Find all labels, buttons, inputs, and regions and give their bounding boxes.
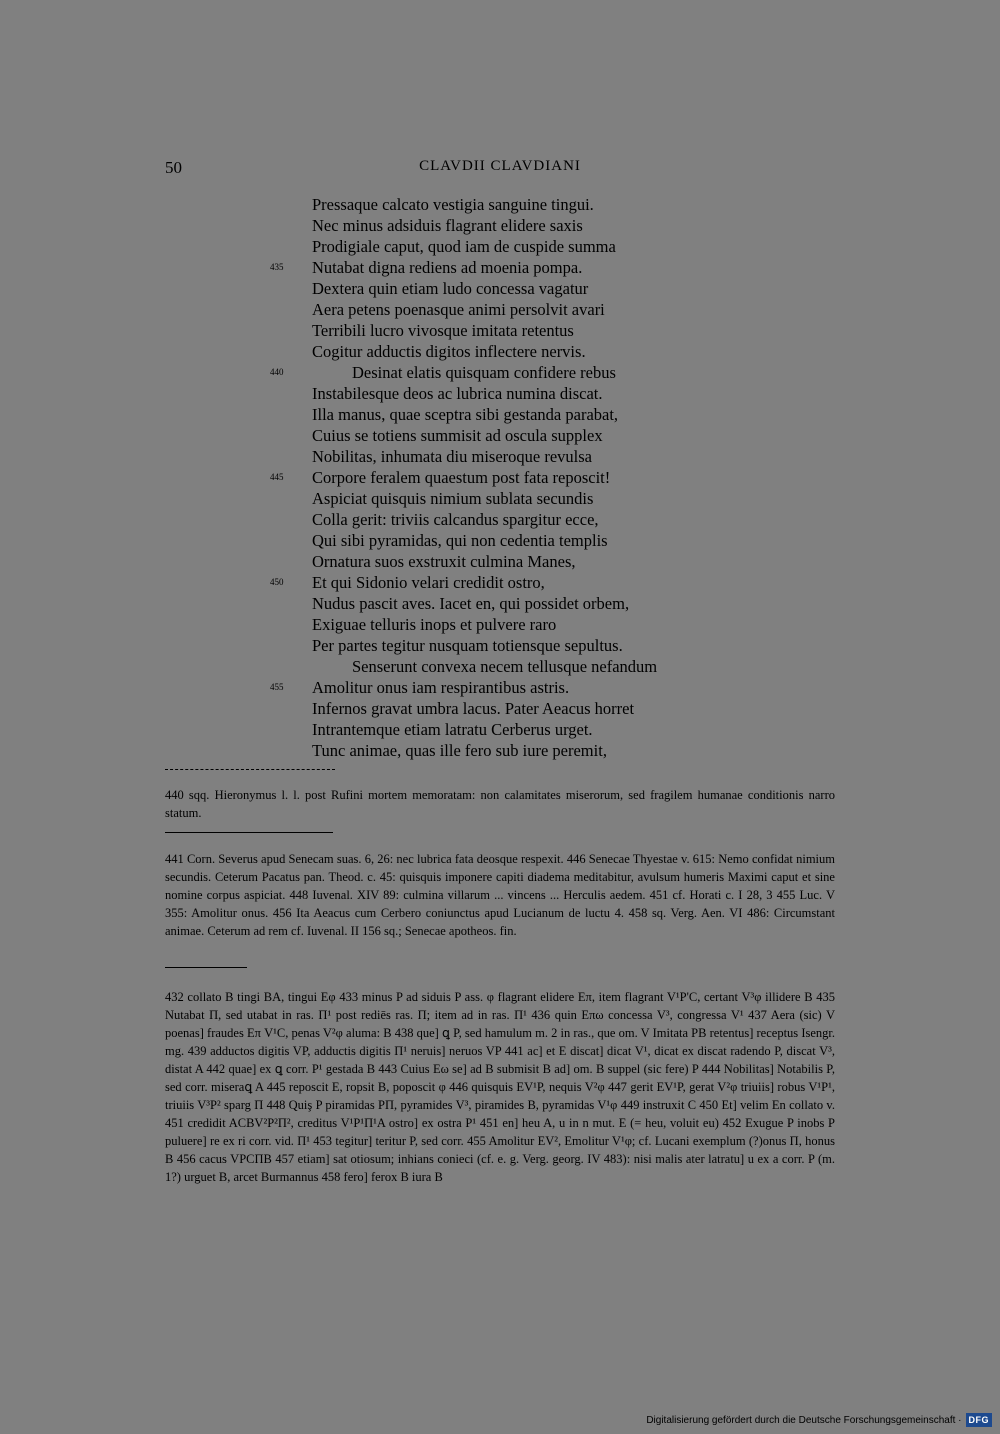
note-similia-text: 441 Corn. Severus apud Senecam suas. 6, 26: nec lubrica fata deosque respexit. 446 Senecae Thyestae v. 615: Nemo confidat nimium secundis. Ceterum Pacatus pan. Theod. c. 45: quisquis imponere capiti diadema meditabitur, avulsum humeris Maximi caput et sine nomine corpus aspiciat. 448 Iuvenal. XIV 89: culmina villarum ... vincens ... Herculis aedem. 451 cf. Horati c. I 28, 3 455 Luc. V 355: Amolitur onus. 456 Ita Aeacus cum Cerbero coniunctus apud Lucianum de luctu 4. 458 sq. Verg. Aen. VI 486: Circumstant animae. Ceterum ad rem cf. Iuvenal. II 156 sq.; Senecae apotheos. fin.	[165, 852, 835, 938]
verse-line	[270, 383, 770, 404]
divider	[165, 832, 333, 833]
verse-text: Senserunt convexa necem tellusque nefandum	[352, 657, 658, 676]
verse-line	[270, 635, 770, 656]
divider	[165, 769, 335, 770]
verse-line	[270, 362, 770, 383]
verse-text: Aera petens poenasque animi persolvit avari	[312, 300, 605, 319]
note-similia	[165, 850, 835, 940]
verse-text: Ornatura suos exstruxit culmina Manes,	[312, 552, 576, 571]
verse-line	[270, 656, 770, 677]
running-title: CLAVDII CLAVDIANI	[419, 158, 581, 174]
verse-text: Desinat elatis quisquam confidere rebus	[352, 363, 616, 382]
verse-text: Et qui Sidonio velari credidit ostro,	[312, 573, 545, 592]
verse-number: 450	[270, 577, 284, 587]
divider	[165, 967, 247, 968]
page-number: 50	[165, 158, 182, 177]
verse-number: 455	[270, 682, 284, 692]
verse-text: Instabilesque deos ac lubrica numina discat.	[312, 384, 603, 403]
verse-line	[270, 299, 770, 320]
verse-text: Tunc animae, quas ille fero sub iure peremit,	[312, 741, 607, 760]
verse-number: 440	[270, 367, 284, 377]
verse-number: 445	[270, 472, 284, 482]
verse-line	[270, 425, 770, 446]
verse-text: Prodigiale caput, quod iam de cuspide summa	[312, 237, 616, 256]
footer	[646, 1408, 992, 1432]
verse-text: Qui sibi pyramidas, qui non cedentia templis	[312, 531, 608, 550]
verse-text: Per partes tegitur nusquam totiensque sepultus.	[312, 636, 623, 655]
verse-line	[270, 320, 770, 341]
note-first	[165, 786, 835, 822]
verse-number: 435	[270, 262, 284, 272]
page-header	[165, 158, 835, 182]
verse-line	[270, 404, 770, 425]
verse-line	[270, 488, 770, 509]
verse-line	[270, 236, 770, 257]
verse-line	[270, 719, 770, 740]
footer-credit: Digitalisierung gefördert durch die Deutsche Forschungsgemeinschaft ·	[646, 1414, 962, 1426]
verse-text: Intrantemque etiam latratu Cerberus urget.	[312, 720, 593, 739]
verse-text: Illa manus, quae sceptra sibi gestanda parabat,	[312, 405, 619, 424]
verse-text: Nec minus adsiduis flagrant elidere saxis	[312, 216, 583, 235]
verse-text: Corpore feralem quaestum post fata reposcit!	[312, 468, 611, 487]
verse-line	[270, 467, 770, 488]
verse-line	[270, 530, 770, 551]
verse-text: Nobilitas, inhumata diu miseroque revulsa	[312, 447, 592, 466]
verse-text: Amolitur onus iam respirantibus astris.	[312, 678, 570, 697]
verse-line	[270, 278, 770, 299]
verse-text: Terribili lucro vivosque imitata retentus	[312, 321, 574, 340]
verse-line	[270, 257, 770, 278]
verse-text: Nudus pascit aves. Iacet en, qui possidet orbem,	[312, 594, 630, 613]
verse-line	[270, 509, 770, 530]
verse-line	[270, 677, 770, 698]
note-first-text: 440 sqq. Hieronymus l. l. post Rufini mortem memoratam: non calamitates miserorum, sed fragilem humanae conditionis narro statum.	[165, 788, 835, 820]
critical-apparatus	[165, 988, 835, 1186]
verse-line	[270, 593, 770, 614]
verse-text: Dextera quin etiam ludo concessa vagatur	[312, 279, 589, 298]
verse-text: Infernos gravat umbra lacus. Pater Aeacus horret	[312, 699, 635, 718]
verse-text: Pressaque calcato vestigia sanguine tingui.	[312, 195, 594, 214]
verse-line	[270, 572, 770, 593]
dfg-logo: DFG	[966, 1413, 993, 1427]
verse-line	[270, 698, 770, 719]
verse-line	[270, 341, 770, 362]
verse-line	[270, 215, 770, 236]
verse-line	[270, 740, 770, 761]
verse-line	[270, 446, 770, 467]
apparatus-text: 432 collato B tingi BA, tingui Eφ 433 minus P ad siduis P ass. φ flagrant elidere Eπ, item flagrant V¹P'C, certant V³φ illidere B 435 Nutabat Π, sed utabat in ras. Π¹ post rediēs ras. Π; item ad in ras. Π¹ 436 quin Eπω concessa V³, congressa V¹ 437 Aera (sic) V poenas] fraudes Eπ V¹C, penas V²φ aluma: B 438 que] ꝗ P, sed hamulum m. 2 in ras., que om. V Imitata PB retentus] receptus Isengr. mg. 439 adductos digitis VP, adductis digitis Π¹ neruis] neruos VP 441 ac] et E discat] dicat V¹, dicat ex discat radendo P, discat V³, distat A 442 quae] ex ꝗ corr. P¹ gestada B 443 Cuius Eω se] ad B submisit B ad] om. B suppel (sic fere) P 444 Nobilitas] Notabilis P, sed corr. miseraꝗ A 445 reposcit E, ropsit B, poposcit φ 446 quisquis EV¹P, nequis V²φ 447 gerit EV¹P, gerat V²φ triuiis] robus V¹P¹, triuiis V³P² sparg Π 448 Quiş P piramidas PΠ, pyramides V³, piramides B, pyramidas V¹φ 449 instruxit C 450 Et] velim En collato v. 451 credidit ACBV²P²Π², creditus V¹P¹Π¹A ostro] ex ostra P¹ 451 en] heu A, u in n mut. E (= heu, voluit eu) 452 Exugue P inobs P puluere] re ex ri corr. vid. Π¹ 453 tegitur] teritur P, sed corr. 455 Amolitur EV², Emolitur V¹φ; cf. Lucani exemplum (?)onus Π, honus B 456 cacus VPCΠB 457 etiam] sat otiosum; inhians conieci (cf. e. g. Verg. georg. IV 483): nisi malis ater latratu] u ex a corr. P (m. 1?) urguet B, arcet Burmannus 458 fero] ferox B iura B	[165, 990, 835, 1184]
verse-text: Cogitur adductis digitos inflectere nervis.	[312, 342, 586, 361]
verse-line	[270, 614, 770, 635]
verse-line	[270, 551, 770, 572]
verse-text: Aspiciat quisquis nimium sublata secundis	[312, 489, 594, 508]
verse-line	[270, 194, 770, 215]
verse-block	[270, 194, 770, 761]
verse-text: Colla gerit: triviis calcandus spargitur ecce,	[312, 510, 599, 529]
verse-text: Cuius se totiens summisit ad oscula supplex	[312, 426, 603, 445]
verse-text: Nutabat digna rediens ad moenia pompa.	[312, 258, 583, 277]
verse-text: Exiguae telluris inops et pulvere raro	[312, 615, 557, 634]
